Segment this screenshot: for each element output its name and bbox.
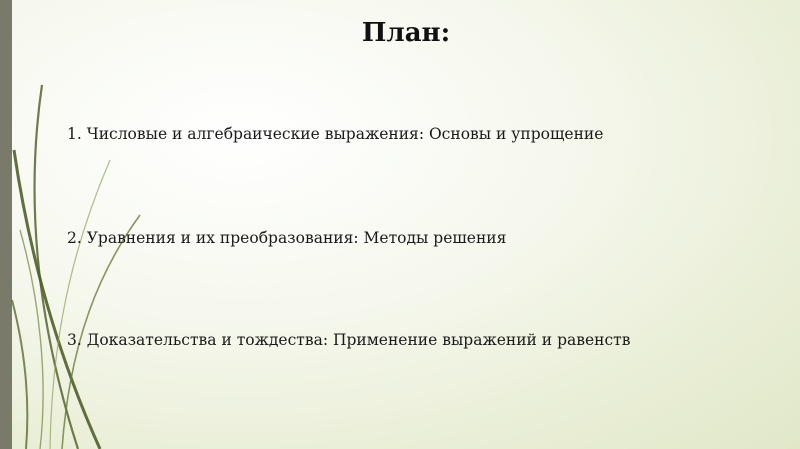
grass-blade — [50, 160, 110, 449]
plan-item-2: 2. Уравнения и их преобразования: Методы решения — [67, 229, 507, 247]
plan-item-3: 3. Доказательства и тождества: Применение выражений и равенств — [67, 331, 631, 349]
grass-blade — [12, 300, 27, 449]
grass-blade — [20, 230, 43, 449]
plan-item-1: 1. Числовые и алгебраические выражения: Основы и упрощение — [67, 125, 604, 143]
slide-title: План: — [361, 18, 451, 48]
